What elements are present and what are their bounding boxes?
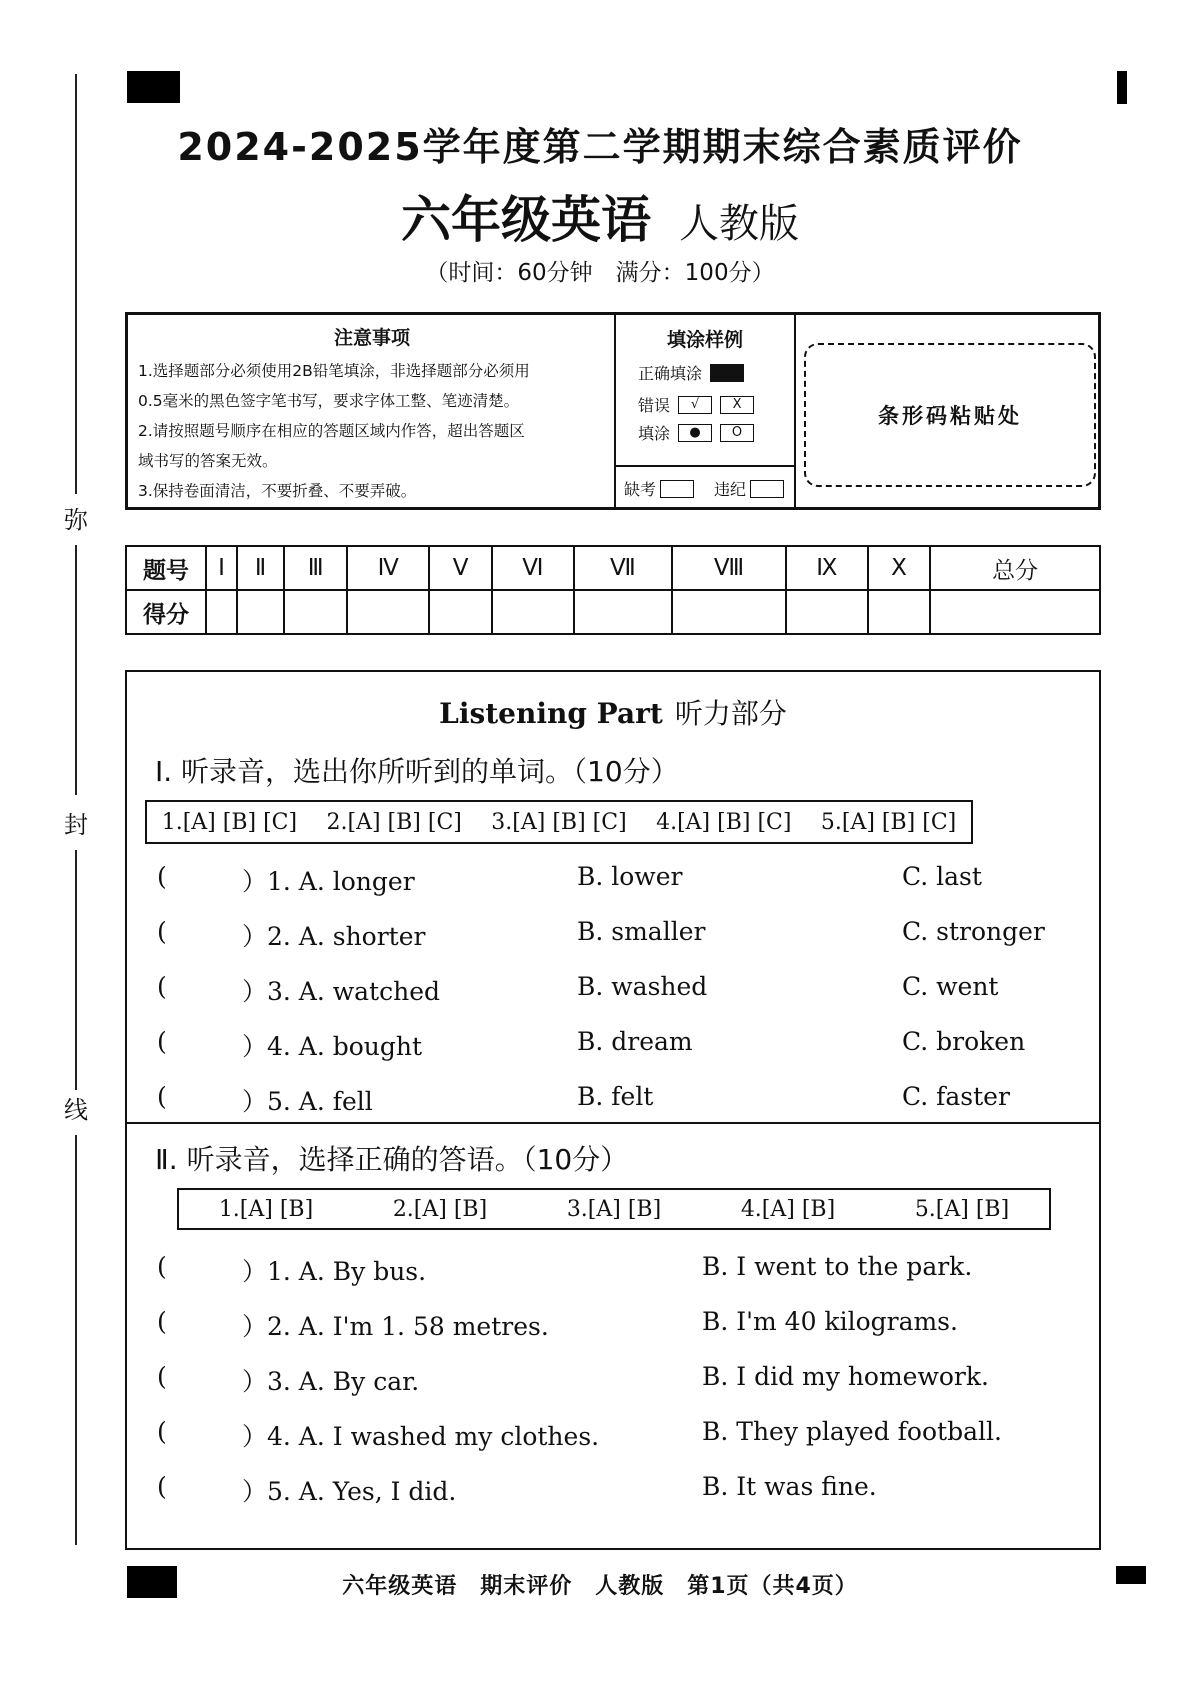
edition-label: 人教版 xyxy=(679,201,799,247)
answer-option[interactable]: 4.[A] [B] xyxy=(740,1196,836,1222)
question-option-b: B. I'm 40 kilograms. xyxy=(702,1307,958,1336)
notice-title: 注意事项 xyxy=(333,327,410,349)
question-row xyxy=(127,1082,1099,1120)
question-option-a: ）4. A. bought xyxy=(242,1032,423,1061)
circle-mark-icon: O xyxy=(720,424,754,442)
score-cell[interactable] xyxy=(672,590,786,634)
score-cell[interactable] xyxy=(237,590,284,634)
exam-title: 2024-2025学年度第二学期期末综合素质评价 xyxy=(177,125,1023,169)
exam-duration: （时间：60分钟 满分：100分） xyxy=(425,260,775,286)
fill-sample-title: 填涂样例 xyxy=(666,329,743,351)
answer-paren[interactable]: ( xyxy=(157,1362,167,1391)
question-row xyxy=(127,972,1099,1010)
notice-box xyxy=(128,315,616,507)
score-cell[interactable] xyxy=(429,590,492,634)
answer-paren[interactable]: ( xyxy=(157,1027,167,1056)
question-option-a: ）1. A. By bus. xyxy=(242,1257,427,1286)
score-table xyxy=(125,545,1101,635)
question-option-b: B. It was fine. xyxy=(702,1472,877,1501)
part-title-zh: 听力部分 xyxy=(674,697,787,730)
row-label: 题号 xyxy=(126,546,206,590)
question-option-a: ）2. A. I'm 1. 58 metres. xyxy=(242,1312,549,1341)
answer-strip-2 xyxy=(177,1188,1051,1230)
question-option-b: B. smaller xyxy=(577,917,706,946)
fill-correct-label: 正确填涂 xyxy=(638,364,703,383)
answer-paren[interactable]: ( xyxy=(157,1307,167,1336)
filled-box-sample xyxy=(710,364,744,382)
exam-subtitle xyxy=(0,180,1200,252)
binding-line-segment xyxy=(75,1135,77,1545)
question-option-b: B. dream xyxy=(577,1027,693,1056)
question-option-a: ）3. A. By car. xyxy=(242,1367,420,1396)
binding-char: 封 xyxy=(64,811,88,839)
answer-option[interactable]: 3.[A] [B] xyxy=(566,1196,662,1222)
question-option-a: ）1. A. longer xyxy=(242,867,415,896)
question-row xyxy=(127,1362,1099,1400)
binding-line-segment xyxy=(75,850,77,1090)
fill-wrong-row-2 xyxy=(638,421,754,444)
col-header: Ⅵ xyxy=(492,546,574,590)
question-row xyxy=(127,1417,1099,1455)
score-cell[interactable] xyxy=(206,590,237,634)
section-2-title: Ⅱ. 听录音，选择正确的答语。（10分） xyxy=(155,1143,629,1176)
dot-mark-icon: ● xyxy=(678,424,712,442)
question-option-a: ）5. A. fell xyxy=(242,1087,373,1116)
listening-section xyxy=(125,670,1101,1550)
question-option-c: C. went xyxy=(902,972,999,1001)
question-option-c: C. stronger xyxy=(902,917,1045,946)
absent-checkbox[interactable] xyxy=(660,480,694,498)
question-option-b: B. lower xyxy=(577,862,683,891)
answer-option[interactable]: 5.[A] [B] [C] xyxy=(820,809,957,835)
violation-label: 违纪 xyxy=(714,480,747,499)
answer-paren[interactable]: ( xyxy=(157,862,167,891)
col-header: Ⅰ xyxy=(206,546,237,590)
cross-mark-icon: X xyxy=(720,396,754,414)
notice-line: 3.保持卷面清洁，不要折叠、不要弄破。 xyxy=(138,482,417,500)
absent-label: 缺考 xyxy=(624,480,657,499)
answer-option[interactable]: 3.[A] [B] [C] xyxy=(491,809,627,835)
notice-line: 1.选择题部分必须使用2B铅笔填涂，非选择题部分必须用 xyxy=(138,362,530,380)
fill-wrong-row-1 xyxy=(638,393,754,416)
answer-option[interactable]: 5.[A] [B] xyxy=(914,1196,1010,1222)
part-title xyxy=(127,692,1099,732)
answer-option[interactable]: 4.[A] [B] [C] xyxy=(656,809,792,835)
barcode-area: 条形码粘贴处 xyxy=(804,343,1096,487)
question-option-b: B. I did my homework. xyxy=(702,1362,989,1391)
question-option-c: C. last xyxy=(902,862,982,891)
question-option-a: ）5. A. Yes, I did. xyxy=(242,1477,457,1506)
question-row xyxy=(127,1252,1099,1290)
score-cell[interactable] xyxy=(574,590,672,634)
violation-checkbox[interactable] xyxy=(750,480,784,498)
question-option-b: B. They played football. xyxy=(702,1417,1002,1446)
question-option-b: B. washed xyxy=(577,972,708,1001)
fill-wrong-label: 填涂 xyxy=(638,424,671,443)
answer-paren[interactable]: ( xyxy=(157,917,167,946)
question-option-c: C. faster xyxy=(902,1082,1010,1111)
section-1-title: Ⅰ. 听录音，选出你所听到的单词。（10分） xyxy=(155,755,679,788)
page-footer: 六年级英语 期末评价 人教版 第1页（共4页） xyxy=(342,1574,858,1599)
score-cell[interactable] xyxy=(347,590,429,634)
score-cell[interactable] xyxy=(786,590,868,634)
notice-line: 域书写的答案无效。 xyxy=(138,452,278,470)
row-label: 得分 xyxy=(126,590,206,634)
score-cell[interactable] xyxy=(284,590,347,634)
question-option-a: ）2. A. shorter xyxy=(242,922,426,951)
answer-paren[interactable]: ( xyxy=(157,1082,167,1111)
score-cell[interactable] xyxy=(492,590,574,634)
absent-group xyxy=(624,477,784,500)
notice-line: 2.请按照题号顺序在相应的答题区域内作答，超出答题区 xyxy=(138,422,525,440)
question-option-a: ）3. A. watched xyxy=(242,977,440,1006)
section-divider xyxy=(127,1122,1099,1124)
col-header: Ⅱ xyxy=(237,546,284,590)
col-header: Ⅹ xyxy=(868,546,931,590)
fill-correct-row xyxy=(638,361,744,384)
question-number-row xyxy=(126,546,1100,590)
answer-paren[interactable]: ( xyxy=(157,1472,167,1501)
question-row xyxy=(127,862,1099,900)
absent-violation-row xyxy=(616,465,794,507)
notice-line: 0.5毫米的黑色签字笔书写，要求字体工整、笔迹清楚。 xyxy=(138,392,520,410)
col-header: Ⅶ xyxy=(574,546,672,590)
check-mark-icon: √ xyxy=(678,396,712,414)
question-option-c: C. broken xyxy=(902,1027,1026,1056)
fill-wrong-label: 错误 xyxy=(638,396,671,415)
col-header: Ⅴ xyxy=(429,546,492,590)
question-row xyxy=(127,1027,1099,1065)
registration-mark-top-left xyxy=(127,71,180,103)
question-option-b: B. felt xyxy=(577,1082,654,1111)
answer-option[interactable]: 1.[A] [B] [C] xyxy=(161,809,298,835)
question-row xyxy=(127,1307,1099,1345)
question-row xyxy=(127,1472,1099,1510)
score-cell[interactable] xyxy=(868,590,931,634)
question-option-b: B. I went to the park. xyxy=(702,1252,973,1281)
subject-label: 六年级英语 xyxy=(401,191,651,249)
part-title-en: Listening Part xyxy=(439,697,663,730)
col-header: Ⅸ xyxy=(786,546,868,590)
col-header: Ⅲ xyxy=(284,546,347,590)
registration-mark-top-right xyxy=(1117,71,1127,104)
answer-paren[interactable]: ( xyxy=(157,1252,167,1281)
binding-char: 弥 xyxy=(64,506,88,534)
question-option-a: ）4. A. I washed my clothes. xyxy=(242,1422,600,1451)
answer-option[interactable]: 2.[A] [B] [C] xyxy=(326,809,462,835)
fill-sample-box xyxy=(616,315,796,507)
notice-area xyxy=(125,312,1101,510)
score-cell[interactable] xyxy=(930,590,1100,634)
question-row xyxy=(127,917,1099,955)
answer-option[interactable]: 2.[A] [B] xyxy=(392,1196,488,1222)
score-row xyxy=(126,590,1100,634)
col-header: 总分 xyxy=(930,546,1100,590)
binding-line-segment xyxy=(75,545,77,795)
binding-char: 线 xyxy=(64,1096,88,1124)
answer-option[interactable]: 1.[A] [B] xyxy=(218,1196,314,1222)
answer-strip-1 xyxy=(145,800,973,844)
answer-paren[interactable]: ( xyxy=(157,1417,167,1446)
col-header: Ⅷ xyxy=(672,546,786,590)
answer-paren[interactable]: ( xyxy=(157,972,167,1001)
col-header: Ⅳ xyxy=(347,546,429,590)
